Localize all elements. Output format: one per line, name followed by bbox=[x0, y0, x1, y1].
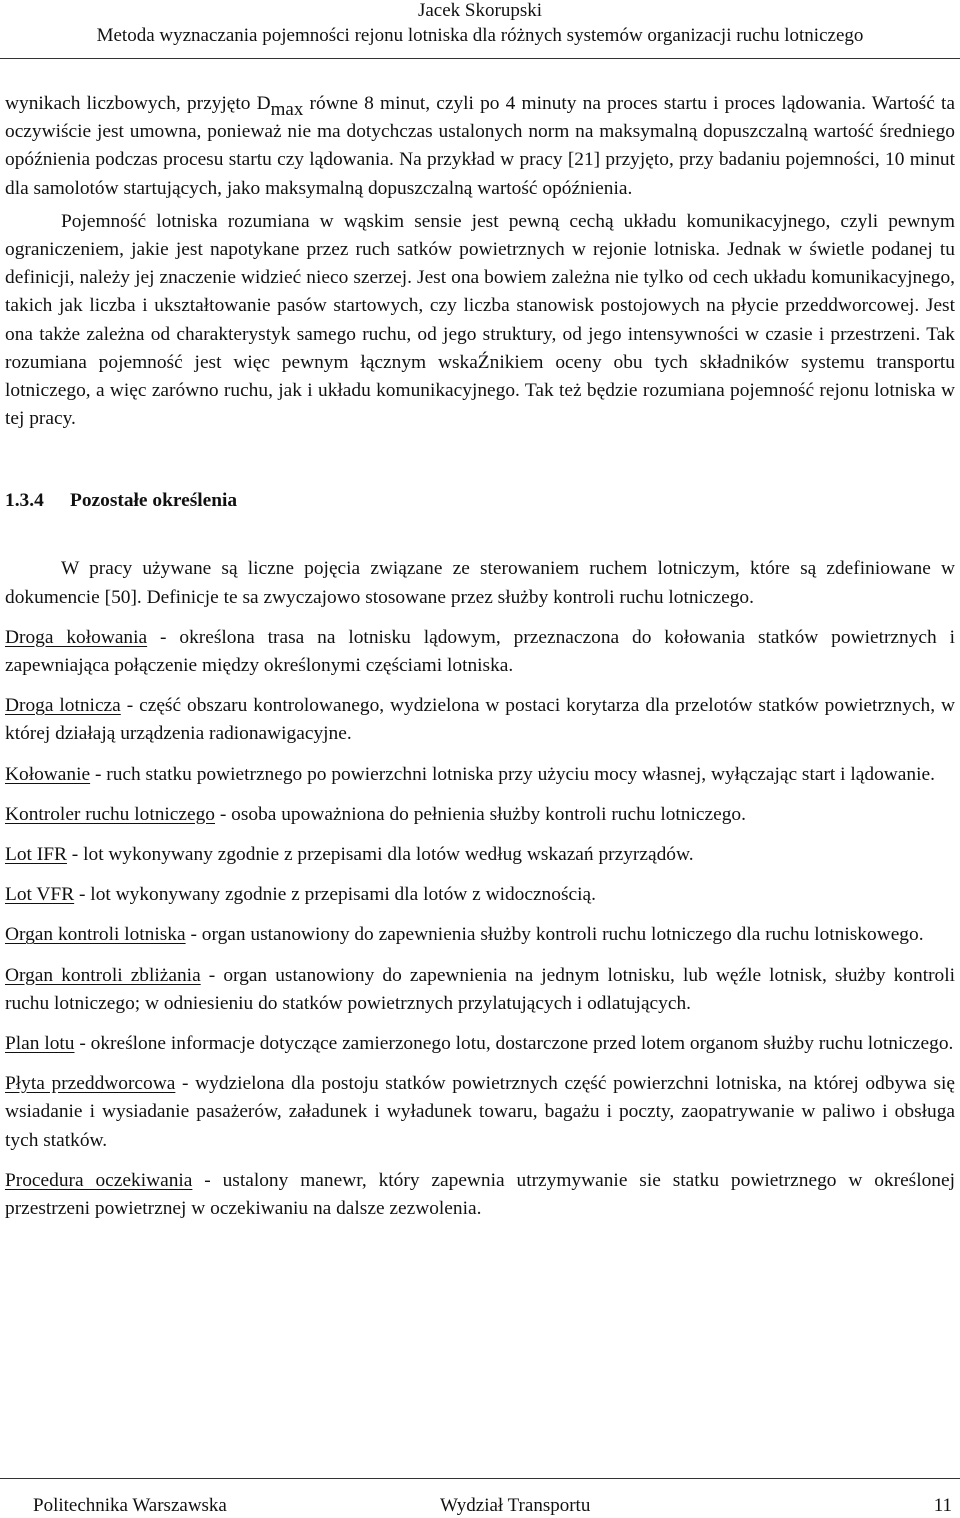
section-heading bbox=[5, 487, 955, 515]
definition-text: - ruch statku powietrznego po powierzchni lotniska przy użyciu mocy własnej, wyłączając start i lądowanie. bbox=[90, 763, 935, 785]
definition-item bbox=[5, 761, 955, 789]
intro-text-rest: równe 8 minut, czyli po 4 minuty na proces startu i proces lądowania. Wartość ta oczywiście jest umowna, ponieważ nie ma dotychczas ustalonych norm na maksymalną dopuszczalną wartość średniego opóźnienia podczas procesu startu czy lądowania. Na przykład w pracy [21] przyjęto, przy badaniu pojemności, 10 minut dla samolotów startujących, jako maksymalną dopuszczalną wartość opóźnienia. bbox=[5, 93, 955, 199]
definition-item bbox=[5, 921, 955, 949]
footer-divider bbox=[0, 1478, 960, 1479]
definition-text: - określone informacje dotyczące zamierzonego lotu, dostarczone przed lotem organom służby ruchu lotniczego. bbox=[74, 1033, 954, 1055]
footer-faculty: Wydział Transportu bbox=[440, 1495, 591, 1516]
section-intro-paragraph: W pracy używane są liczne pojęcia związane ze sterowaniem ruchem lotniczym, które są zdefiniowane w dokumencie [50]. Definicje te sa zwyczajowo stosowane przez służby kontroli ruchu lotniczego. bbox=[5, 558, 955, 608]
definition-item bbox=[5, 881, 955, 909]
footer-university: Politechnika Warszawska bbox=[33, 1495, 227, 1516]
definition-text: - lot wykonywany zgodnie z przepisami dla lotów z widocznością. bbox=[74, 884, 596, 906]
definition-term: Lot IFR bbox=[5, 844, 67, 866]
definition-term: Kontroler ruchu lotniczego bbox=[5, 803, 215, 825]
section-number: 1.3.4 bbox=[5, 490, 44, 512]
definition-term: Kołowanie bbox=[5, 763, 91, 785]
definition-term: Płyta przeddworcowa bbox=[5, 1073, 176, 1095]
header-divider bbox=[0, 58, 960, 59]
definition-term: Organ kontroli zbliżania bbox=[5, 964, 201, 986]
definition-text: - określona trasa na lotnisku lądowym, przeznaczona do kołowania statków powietrznych i zapewniająca połączenie między określonymi częściami lotniska. bbox=[5, 626, 955, 677]
header-author: Jacek Skorupski bbox=[417, 0, 542, 21]
definition-term: Procedura oczekiwania bbox=[5, 1169, 193, 1191]
definition-text: - lot wykonywany zgodnie z przepisami dla lotów według wskazań przyrządów. bbox=[66, 844, 694, 866]
definition-term: Lot VFR bbox=[5, 884, 75, 906]
capacity-paragraph: Pojemność lotniska rozumiana w wąskim sensie jest pewną cechą układu komunikacyjnego, czyli pewnym ograniczeniem, jakie jest napotykane przez ruch satków powietrznych w rejonie lotniska. Jednak w świetle podanej tu definicji, należy jej znaczenie widzieć nieco szerzej. Jest ona bowiem zależna nie tylko od cech układu komunikacyjnego, takich jak liczba i ukształtowanie pasów startowych, czy liczba stanowisk postojowych na płycie przeddworcowej. Jest ona także zależna od charakterystyk samego ruchu, od jego struktury, od jego intensywności w czasie i przestrzeni. Tak rozumiana pojemność jest więc pewnym łącznym wskaŹnikiem oceny obu tych składników systemu transportu lotniczego, a więc zarówno ruchu, jak i układu komunikacyjnego. Tak też będzie rozumiana pojemność rejonu lotniska w tej pracy. bbox=[5, 210, 955, 430]
intro-text-start: wynikach liczbowych, przyjęto D bbox=[5, 93, 271, 114]
section-title: Pozostałe określenia bbox=[70, 490, 238, 512]
definition-term: Droga kołowania bbox=[5, 626, 148, 648]
page-header bbox=[0, 0, 960, 49]
definition-text: - wydzielona dla postoju statków powietrznych część powierzchni lotniska, na której odbywa się wsiadanie i wysiadanie pasażerów, załadunek i wyładunek towaru, bagażu i poczty, zaopatrywanie w paliwo i obsługa tych statków. bbox=[5, 1073, 955, 1151]
definition-item bbox=[5, 1030, 955, 1058]
definition-text: - organ ustanowiony do zapewnienia służby kontroli ruchu lotniczego dla ruchu lotniskowego. bbox=[185, 924, 924, 946]
definition-term: Droga lotnicza bbox=[5, 695, 121, 717]
definition-text: - osoba upoważniona do pełnienia służby kontroli ruchu lotniczego. bbox=[215, 803, 746, 825]
page-body bbox=[5, 90, 955, 1223]
definition-item bbox=[5, 1167, 955, 1223]
definition-term: Plan lotu bbox=[5, 1033, 75, 1055]
definition-item bbox=[5, 624, 955, 680]
header-title: Metoda wyznaczania pojemności rejonu lotniska dla różnych systemów organizacji ruchu lotniczego bbox=[96, 25, 864, 46]
page-number: 11 bbox=[933, 1495, 952, 1516]
subscript-max: max bbox=[270, 99, 304, 120]
definition-term: Organ kontroli lotniska bbox=[5, 924, 186, 946]
definition-text: - część obszaru kontrolowanego, wydzielona w postaci korytarza dla przelotów statków powietrznych, w której działają urządzenia radionawigacyjne. bbox=[5, 695, 955, 745]
definition-text: - ustalony manewr, który zapewnia utrzymywanie sie statku powietrznego w określonej przestrzeni powietrznej w oczekiwaniu na dalsze zezwolenia. bbox=[5, 1169, 955, 1220]
definition-item bbox=[5, 841, 955, 869]
definition-item bbox=[5, 801, 955, 829]
definitions-list bbox=[5, 624, 955, 1223]
definition-text: - organ ustanowiony do zapewnienia na jednym lotnisku, lub węźle lotnisk, służby kontroli ruchu lotniczego; w odniesieniu do statków powietrznych przylatujących i odlatujących. bbox=[5, 964, 956, 1014]
intro-paragraph bbox=[5, 90, 955, 203]
definition-item bbox=[5, 692, 955, 748]
definition-item bbox=[5, 962, 955, 1018]
definition-item bbox=[5, 1070, 955, 1155]
